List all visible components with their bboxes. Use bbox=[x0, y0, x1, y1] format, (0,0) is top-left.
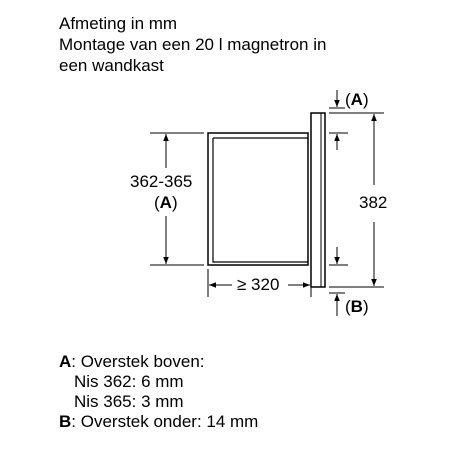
niche-height-label: 362-365 bbox=[130, 172, 193, 191]
note-a bbox=[59, 352, 205, 371]
top-overhang-marker: (A) bbox=[345, 90, 369, 109]
depth-label: ≥ 320 bbox=[237, 275, 280, 294]
note-a-line-3: Nis 365: 3 mm bbox=[74, 392, 184, 411]
bottom-overhang-letter: B bbox=[350, 297, 363, 316]
bottom-overhang-marker: (B) bbox=[345, 297, 369, 316]
note-a-key: A bbox=[59, 352, 72, 371]
note-b bbox=[59, 412, 258, 431]
note-a-text: : Overstek boven: bbox=[71, 352, 205, 371]
cabinet-outline bbox=[208, 133, 308, 265]
total-height-label: 382 bbox=[359, 193, 388, 212]
header-line-3: een wandkast bbox=[59, 56, 164, 75]
niche-height-ref-letter: A bbox=[159, 193, 172, 212]
note-b-text: : Overstek onder: 14 mm bbox=[71, 412, 259, 431]
note-a-line-2: Nis 362: 6 mm bbox=[74, 372, 184, 391]
header-line-1: Afmeting in mm bbox=[59, 14, 178, 33]
top-overhang-letter: A bbox=[350, 90, 363, 109]
front-panel bbox=[311, 113, 325, 287]
header-line-2: Montage van een 20 l magnetron in bbox=[59, 35, 327, 54]
cabinet-inner bbox=[213, 138, 308, 262]
note-b-key: B bbox=[59, 412, 72, 431]
niche-height-ref: (A) bbox=[154, 193, 178, 212]
